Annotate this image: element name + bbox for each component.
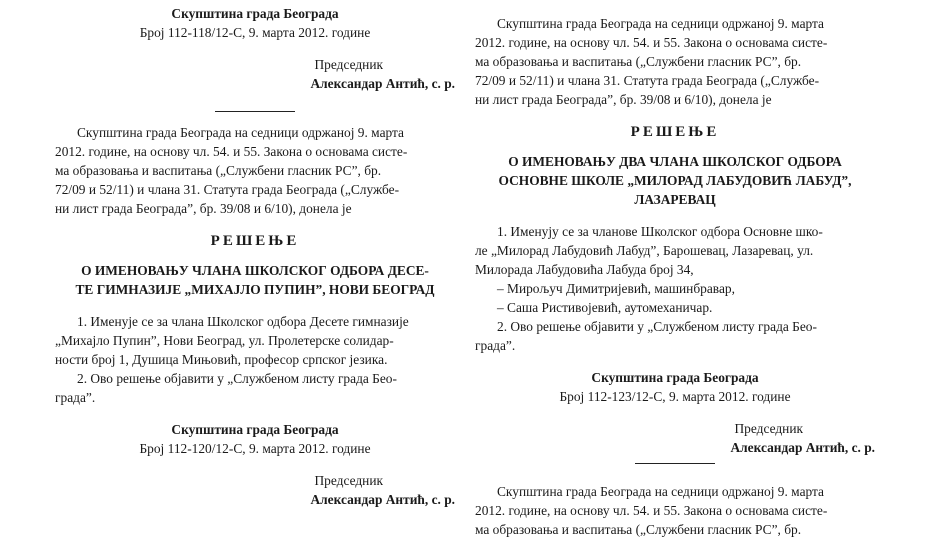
item-line: 2. Ово решење објавити у „Службеном листу града Бео- xyxy=(497,319,817,334)
section-divider xyxy=(475,463,875,464)
item-line: Милорада Лабудовића Лабуда број 34, xyxy=(475,262,694,277)
reference-number: Број 112-123/12-С, 9. марта 2012. године xyxy=(559,389,791,404)
decision-document xyxy=(475,14,875,457)
intro-line: ма образовања и васпитања („Службени гласник РС”, бр. xyxy=(475,54,802,69)
item-line: града”. xyxy=(55,390,96,405)
president-role: Председник xyxy=(314,57,383,72)
next-decision-intro xyxy=(475,482,875,539)
president-name: Александар Антић, с. р. xyxy=(730,440,875,455)
decision-title-line: О ИМЕНОВАЊУ ЧЛАНА ШКОЛСКОГ ОДБОРА ДЕСЕ- xyxy=(81,263,429,278)
decision-title-line: ТЕ ГИМНАЗИЈЕ „МИХАЈЛО ПУПИН”, НОВИ БЕОГРАД xyxy=(75,282,435,297)
president-name: Александар Антић, с. р. xyxy=(310,492,455,507)
item-line: 1. Именују се за чланове Школског одбора Основне шко- xyxy=(497,224,823,239)
reference-number: Број 112-118/12-С, 9. марта 2012. године xyxy=(139,25,371,40)
assembly-name: Скупштина града Београда xyxy=(591,370,759,385)
decision-title-line: ЛАЗАРЕВАЦ xyxy=(634,192,716,207)
intro-line: ни лист града Београда”, бр. 39/08 и 6/10), донела је xyxy=(55,201,352,216)
signature-block-top xyxy=(55,4,455,93)
decision-heading: РЕШЕЊЕ xyxy=(210,233,300,249)
intro-line: Скупштина града Београда на седници одржаној 9. марта xyxy=(77,125,404,140)
assembly-name: Скупштина града Београда xyxy=(171,422,339,437)
section-divider xyxy=(55,111,455,112)
president-name: Александар Антић, с. р. xyxy=(310,76,455,91)
intro-line: 2012. године, на основу чл. 54. и 55. Закона о основама систе- xyxy=(55,144,408,159)
intro-line: Скупштина града Београда на седници одржаној 9. марта xyxy=(497,16,824,31)
intro-line: Скупштина града Београда на седници одржаној 9. марта xyxy=(497,484,824,499)
decision-title-line: ОСНОВНЕ ШКОЛЕ „МИЛОРАД ЛАБУДОВИЋ ЛАБУД”, xyxy=(498,173,852,188)
decision-title-line: О ИМЕНОВАЊУ ДВА ЧЛАНА ШКОЛСКОГ ОДБОРА xyxy=(508,154,842,169)
intro-line: 2012. године, на основу чл. 54. и 55. Закона о основама систе- xyxy=(475,35,828,50)
intro-line: 72/09 и 52/11) и члана 31. Статута града Београда („Службе- xyxy=(55,182,400,197)
item-line: 1. Именује се за члана Школског одбора Десете гимназије xyxy=(77,314,409,329)
decision-heading: РЕШЕЊЕ xyxy=(630,124,720,140)
intro-line: ни лист града Београда”, бр. 39/08 и 6/10), донела је xyxy=(475,92,772,107)
member-line: – Мироључ Димитријевић, машинбравар, xyxy=(497,281,735,296)
item-line: ле „Милорад Лабудовић Лабуд”, Барошевац, Лазаревац, ул. xyxy=(475,243,814,258)
intro-line: ма образовања и васпитања („Службени гласник РС”, бр. xyxy=(55,163,382,178)
reference-number: Број 112-120/12-С, 9. марта 2012. године xyxy=(139,441,371,456)
intro-line: 72/09 и 52/11) и члана 31. Статута града Београда („Службе- xyxy=(475,73,820,88)
member-line: – Саша Ристивојевић, аутомеханичар. xyxy=(497,300,713,315)
intro-line: 2012. године, на основу чл. 54. и 55. Закона о основама систе- xyxy=(475,503,828,518)
item-line: града”. xyxy=(475,338,516,353)
intro-line: ма образовања и васпитања („Службени гласник РС”, бр. xyxy=(475,522,802,537)
president-role: Председник xyxy=(734,421,803,436)
item-line: ности број 1, Душица Мињовић, професор српског језика. xyxy=(55,352,388,367)
decision-document xyxy=(55,123,455,509)
item-line: „Михајло Пупин”, Нови Београд, ул. Пролетерске солидар- xyxy=(55,333,394,348)
item-line: 2. Ово решење објавити у „Службеном листу града Бео- xyxy=(77,371,397,386)
president-role: Председник xyxy=(314,473,383,488)
assembly-name: Скупштина града Београда xyxy=(171,6,339,21)
